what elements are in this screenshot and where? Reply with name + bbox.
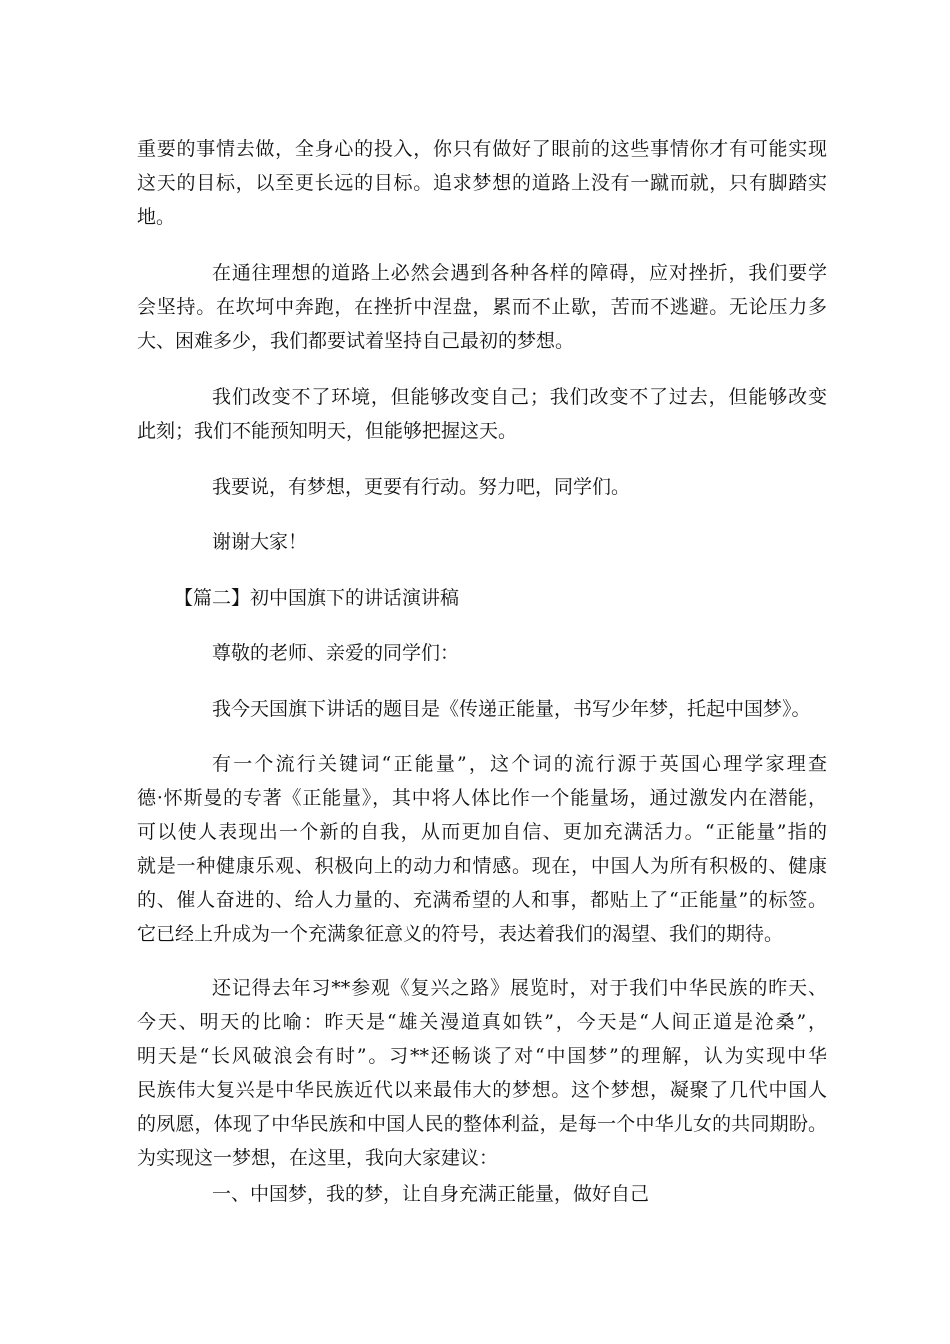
paragraph-energy-line-3: 可以使人表现出一个新的自我，从而更加自信、更加充满活力。“正能量”指的 [137, 821, 827, 843]
paragraph-revival-line-6: 为实现这一梦想，在这里，我向大家建议： [137, 1147, 499, 1169]
speech-topic: 我今天国旗下讲话的题目是《传递正能量，书写少年梦，托起中国梦》。 [212, 698, 811, 720]
paragraph-2-line-2: 会坚持。在坎坷中奔跑，在挫折中涅盘，累而不止歇，苦而不逃避。无论压力多 [137, 296, 827, 318]
paragraph-1-line-3: 地。 [137, 206, 176, 228]
paragraph-revival-line-2: 今天、明天的比喻：昨天是“雄关漫道真如铁”，今天是“人间正道是沧桑”， [137, 1011, 827, 1033]
paragraph-2-line-3: 大、困难多少，我们都要试着坚持自己最初的梦想。 [137, 330, 575, 352]
section-heading: 【篇二】初中国旗下的讲话演讲稿 [174, 587, 460, 609]
paragraph-3-line-2: 此刻；我们不能预知明天，但能够把握这天。 [137, 420, 518, 442]
paragraph-revival-line-4: 民族伟大复兴是中华民族近代以来最伟大的梦想。这个梦想，凝聚了几代中国人 [137, 1079, 827, 1101]
paragraph-3-line-1: 我们改变不了环境，但能够改变自己；我们改变不了过去，但能够改变 [212, 386, 827, 408]
paragraph-energy-line-5: 的、催人奋进的、给人力量的、充满希望的人和事，都贴上了“正能量”的标签。 [137, 889, 827, 911]
paragraph-energy-line-4: 就是一种健康乐观、积极向上的动力和情感。现在，中国人为所有积极的、健康 [137, 855, 827, 877]
paragraph-4-line-1: 我要说，有梦想，更要有行动。努力吧，同学们。 [212, 476, 631, 498]
paragraph-energy-line-6: 它已经上升成为一个充满象征意义的符号，表达着我们的渴望、我们的期待。 [137, 923, 784, 945]
paragraph-2-line-1: 在通往理想的道路上必然会遇到各种各样的障碍，应对挫折，我们要学 [212, 262, 827, 284]
salutation: 尊敬的老师、亲爱的同学们： [212, 642, 460, 664]
paragraph-5-line-1: 谢谢大家！ [212, 531, 308, 553]
paragraph-energy-line-2: 德·怀斯曼的专著《正能量》，其中将人体比作一个能量场，通过激发内在潜能， [137, 787, 827, 809]
paragraph-1-line-1: 重要的事情去做，全身心的投入，你只有做好了眼前的这些事情你才有可能实现 [137, 138, 827, 160]
paragraph-1-line-2: 这天的目标，以至更长远的目标。追求梦想的道路上没有一蹴而就，只有脚踏实 [137, 172, 827, 194]
paragraph-revival-line-5: 的夙愿，体现了中华民族和中国人民的整体利益，是每一个中华儿女的共同期盼。 [137, 1113, 827, 1135]
paragraph-energy-line-1: 有一个流行关键词“正能量”，这个词的流行源于英国心理学家理查 [212, 753, 827, 775]
paragraph-revival-line-3: 明天是“长风破浪会有时”。习**还畅谈了对“中国梦”的理解，认为实现中华 [137, 1045, 827, 1067]
paragraph-revival-line-1: 还记得去年习**参观《复兴之路》展览时，对于我们中华民族的昨天、 [212, 977, 827, 999]
subheading-point-one: 一、中国梦，我的梦，让自身充满正能量，做好自己 [212, 1183, 650, 1205]
